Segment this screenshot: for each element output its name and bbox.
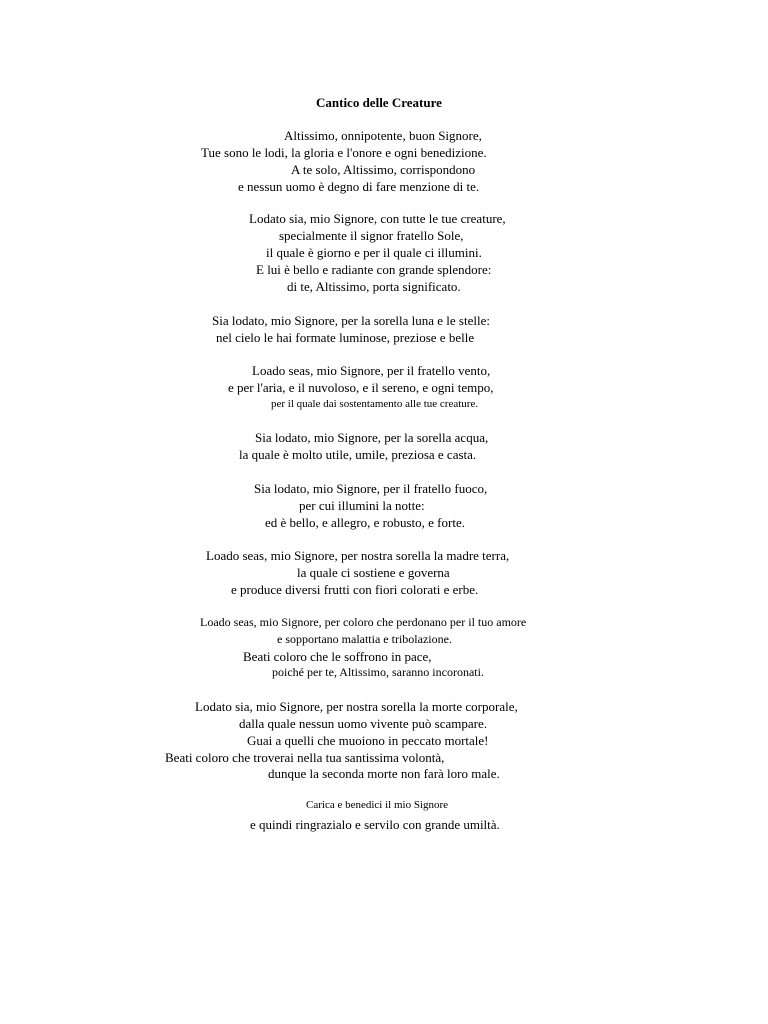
verse-line: poiché per te, Altissimo, saranno incoronati. — [272, 665, 484, 679]
verse-line: nel cielo le hai formate luminose, preziose e belle — [216, 330, 475, 345]
verse-line: ed è bello, e allegro, e robusto, e forte. — [265, 515, 465, 530]
verse-line: Beati coloro che le soffrono in pace, — [243, 649, 432, 664]
verse-line: E lui è bello e radiante con grande splendore: — [256, 262, 492, 277]
verse-line: dunque la seconda morte non farà loro male. — [268, 766, 500, 781]
verse-line: Sia lodato, mio Signore, per il fratello fuoco, — [254, 481, 488, 496]
verse-line: e produce diversi frutti con fiori colorati e erbe. — [231, 582, 479, 597]
verse-line: e sopportano malattia e tribolazione. — [277, 632, 452, 646]
poem-title: Cantico delle Creature — [316, 95, 442, 110]
verse-line: il quale è giorno e per il quale ci illumini. — [266, 245, 482, 260]
verse-line: A te solo, Altissimo, corrispondono — [291, 162, 476, 177]
verse-line: e per l'aria, e il nuvoloso, e il sereno, e ogni tempo, — [228, 380, 494, 395]
verse-line: e quindi ringrazialo e servilo con grande umiltà. — [250, 817, 500, 832]
verse-line: Beati coloro che troverai nella tua santissima volontà, — [165, 750, 445, 765]
verse-line: Altissimo, onnipotente, buon Signore, — [284, 128, 482, 143]
verse-line: Loado seas, mio Signore, per il fratello vento, — [252, 363, 491, 378]
verse-line: Guai a quelli che muoiono in peccato mortale! — [247, 733, 489, 748]
verse-line: Loado seas, mio Signore, per coloro che perdonano per il tuo amore — [200, 615, 527, 629]
verse-line: Tue sono le lodi, la gloria e l'onore e ogni benedizione. — [201, 145, 487, 160]
verse-line: specialmente il signor fratello Sole, — [279, 228, 464, 243]
verse-line: e nessun uomo è degno di fare menzione di te. — [238, 179, 480, 194]
verse-line: la quale è molto utile, umile, preziosa e casta. — [239, 447, 477, 462]
verse-line: per il quale dai sostentamento alle tue creature. — [271, 398, 479, 410]
verse-line: Carica e benedici il mio Signore — [306, 799, 449, 811]
verse-line: di te, Altissimo, porta significato. — [287, 279, 461, 294]
verse-line: Sia lodato, mio Signore, per la sorella luna e le stelle: — [212, 313, 490, 328]
verse-line: Loado seas, mio Signore, per nostra sorella la madre terra, — [206, 548, 510, 563]
verse-line: Lodato sia, mio Signore, con tutte le tue creature, — [249, 211, 506, 226]
verse-line: per cui illumini la notte: — [299, 498, 425, 513]
verse-line: la quale ci sostiene e governa — [297, 565, 450, 580]
verse-line: Lodato sia, mio Signore, per nostra sorella la morte corporale, — [195, 699, 518, 714]
verse-line: Sia lodato, mio Signore, per la sorella acqua, — [255, 430, 489, 445]
verse-line: dalla quale nessun uomo vivente può scampare. — [239, 716, 488, 731]
